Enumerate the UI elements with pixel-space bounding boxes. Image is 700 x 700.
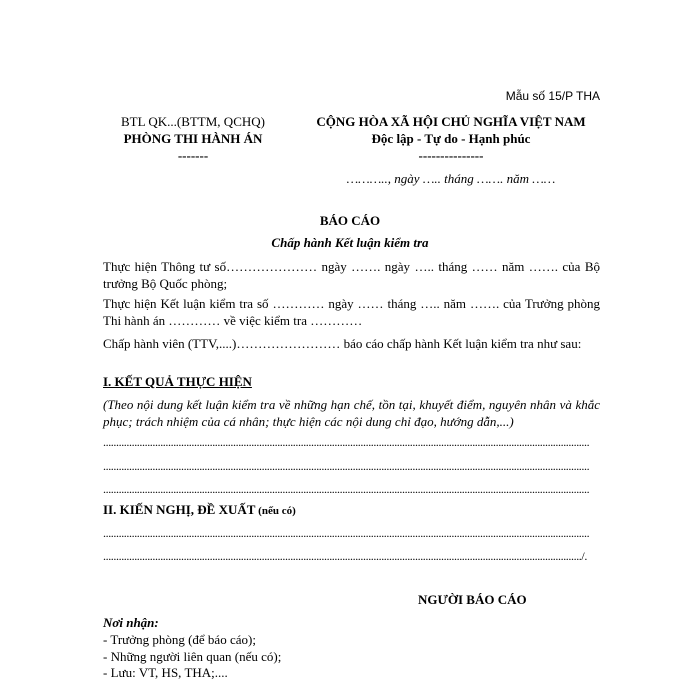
dotted-line: ........................................................................................................................................................................................... [103,435,590,449]
dotted-line: ........................................................................................................................................................................................... [103,526,590,540]
dotted-line: ........................................................................................................................................................................................... [103,459,590,473]
national-header [292,113,610,164]
section2-heading [103,501,600,520]
paragraph-circular: Thực hiện Thông tư số………………… ngày ……. ngày ….. tháng …… năm ……. của Bộ trưởng Bộ Quốc phòng; [103,259,600,291]
section2-title: II. KIẾN NGHỊ, ĐỀ XUẤT [103,502,256,517]
dotted-line: ......................................................................................................................................................................................../. [103,549,587,563]
recipients-heading: Nơi nhận: [103,615,159,630]
section2-suffix: (nếu có) [255,505,296,517]
issuing-agency-header [98,113,288,164]
date-line: ……….., ngày ….. tháng ……. năm …… [346,171,556,186]
paragraph-conclusion: Thực hiện Kết luận kiểm tra số ………… ngày …… tháng ….. năm ……. của Trưởng phòng Thi hành án ………… về việc kiểm tra ………… [103,296,600,328]
agency-name: BTL QK...(BTTM, QCHQ) [121,114,265,129]
form-number: Mẫu số 15/P THA [505,89,600,103]
document-subtitle: Chấp hành Kết luận kiểm tra [271,235,429,250]
department-name: PHÒNG THI HÀNH ÁN [123,131,263,146]
motto-underline: --------------- [418,148,484,163]
section1-note: (Theo nội dung kết luận kiểm tra về những hạn chế, tồn tại, khuyết điểm, nguyên nhân và khắc phục; trách nhiệm của cá nhân; thực hiện các nội dung chỉ đạo, hướng dẫn,...) [103,397,600,429]
section1-heading: I. KẾT QUẢ THỰC HIỆN [103,374,252,389]
motto: Độc lập - Tự do - Hạnh phúc [371,131,531,146]
recipient-item: - Lưu: VT, HS, THA;.... [103,665,228,680]
agency-underline: ------- [177,148,209,163]
recipient-item: - Trưởng phòng (để báo cáo); [103,632,256,647]
dotted-line: ........................................................................................................................................................................................... [103,482,590,496]
signer-title: NGƯỜI BÁO CÁO [418,592,527,607]
country-name: CỘNG HÒA XÃ HỘI CHỦ NGHĨA VIỆT NAM [316,114,586,129]
paragraph-enforcer: Chấp hành viên (TTV,....)…………………… báo cáo chấp hành Kết luận kiểm tra như sau: [103,336,582,351]
recipient-item: - Những người liên quan (nếu có); [103,649,282,664]
document-title: BÁO CÁO [319,213,381,228]
